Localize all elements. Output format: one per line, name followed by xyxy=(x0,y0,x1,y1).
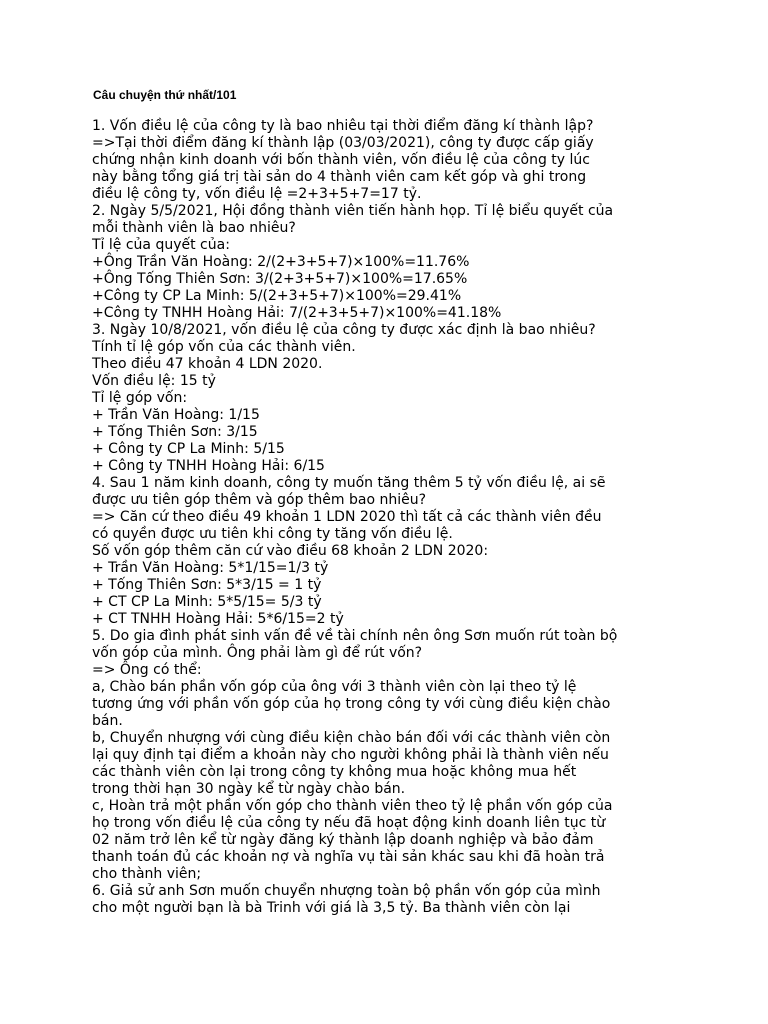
text-line: tương ứng với phần vốn góp của họ trong công ty với cùng điều kiện chào xyxy=(92,696,611,712)
text-line: vốn góp của mình. Ông phải làm gì để rút vốn? xyxy=(92,645,423,661)
text-line: cho thành viên; xyxy=(92,866,202,882)
text-line: Theo điều 47 khoản 4 LDN 2020. xyxy=(92,356,323,372)
text-line: + Trần Văn Hoàng: 1/15 xyxy=(92,407,260,423)
text-line: 5. Do gia đình phát sinh vấn đề về tài chính nên ông Sơn muốn rút toàn bộ xyxy=(92,628,618,644)
text-line: Vốn điều lệ: 15 tỷ xyxy=(92,373,216,389)
text-line: b, Chuyển nhượng với cùng điều kiện chào bán đối với các thành viên còn xyxy=(92,730,611,746)
text-line: Tỉ lệ của quyết của: xyxy=(92,237,230,253)
text-line: => Ông có thể: xyxy=(92,662,202,678)
text-line: bán. xyxy=(92,713,123,729)
text-line: 2. Ngày 5/5/2021, Hội đồng thành viên tiến hành họp. Tỉ lệ biểu quyết của xyxy=(92,203,614,219)
text-line: 02 năm trở lên kể từ ngày đăng ký thành lập doanh nghiệp và bảo đảm xyxy=(92,832,594,848)
text-line: họ trong vốn điều lệ của công ty nếu đã hoạt động kinh doanh liên tục từ xyxy=(92,815,606,831)
text-line: +Công ty CP La Minh: 5/(2+3+5+7)×100%=29.41% xyxy=(92,288,462,304)
text-line: thanh toán đủ các khoản nợ và nghĩa vụ tài sản khác sau khi đã hoàn trả xyxy=(92,849,605,865)
text-line: được ưu tiên góp thêm và góp thêm bao nhiêu? xyxy=(92,492,427,508)
text-line: +Ông Trần Văn Hoàng: 2/(2+3+5+7)×100%=11.76% xyxy=(92,254,470,270)
text-line: Tính tỉ lệ góp vốn của các thành viên. xyxy=(92,339,356,355)
text-line: trong thời hạn 30 ngày kể từ ngày chào bán. xyxy=(92,781,406,797)
text-line: +Ông Tống Thiên Sơn: 3/(2+3+5+7)×100%=17.65% xyxy=(92,271,468,287)
text-line: lại quy định tại điểm a khoản này cho người không phải là thành viên nếu xyxy=(92,747,609,763)
text-line: + Công ty CP La Minh: 5/15 xyxy=(92,441,285,457)
text-line: chứng nhận kinh doanh với bốn thành viên, vốn điều lệ của công ty lúc xyxy=(92,152,590,168)
text-line: + Công ty TNHH Hoàng Hải: 6/15 xyxy=(92,458,325,474)
document-title: Câu chuyện thứ nhất/101 xyxy=(93,88,237,102)
text-line: này bằng tổng giá trị tài sản do 4 thành viên cam kết góp và ghi trong xyxy=(92,169,587,185)
text-line: + Tống Thiên Sơn: 5*3/15 = 1 tỷ xyxy=(92,577,322,593)
text-line: 4. Sau 1 năm kinh doanh, công ty muốn tăng thêm 5 tỷ vốn điều lệ, ai sẽ xyxy=(92,475,606,491)
text-line: c, Hoàn trả một phần vốn góp cho thành viên theo tỷ lệ phần vốn góp của xyxy=(92,798,613,814)
text-line: cho một người bạn là bà Trinh với giá là 3,5 tỷ. Ba thành viên còn lại xyxy=(92,900,571,916)
text-line: Tỉ lệ góp vốn: xyxy=(92,390,188,406)
document-body xyxy=(92,118,692,917)
text-line: +Công ty TNHH Hoàng Hải: 7/(2+3+5+7)×100%=41.18% xyxy=(92,305,502,321)
text-line: Số vốn góp thêm căn cứ vào điều 68 khoản 2 LDN 2020: xyxy=(92,543,489,559)
text-line: điều lệ công ty, vốn điều lệ =2+3+5+7=17 tỷ. xyxy=(92,186,422,202)
text-line: => Căn cứ theo điều 49 khoản 1 LDN 2020 thì tất cả các thành viên đều xyxy=(92,509,602,525)
text-line: + CT CP La Minh: 5*5/15= 5/3 tỷ xyxy=(92,594,322,610)
text-line: 3. Ngày 10/8/2021, vốn điều lệ của công ty được xác định là bao nhiêu? xyxy=(92,322,596,338)
text-line: 6. Giả sử anh Sơn muốn chuyển nhượng toàn bộ phần vốn góp của mình xyxy=(92,883,601,899)
text-line: + Tống Thiên Sơn: 3/15 xyxy=(92,424,258,440)
text-line: + Trần Văn Hoàng: 5*1/15=1/3 tỷ xyxy=(92,560,329,576)
text-line: 1. Vốn điều lệ của công ty là bao nhiêu tại thời điểm đăng kí thành lập? xyxy=(92,118,594,134)
text-line: có quyền được ưu tiên khi công ty tăng vốn điều lệ. xyxy=(92,526,453,542)
text-line: a, Chào bán phần vốn góp của ông với 3 thành viên còn lại theo tỷ lệ xyxy=(92,679,577,695)
text-line: mỗi thành viên là bao nhiêu? xyxy=(92,220,296,236)
text-line: + CT TNHH Hoàng Hải: 5*6/15=2 tỷ xyxy=(92,611,344,627)
text-line: các thành viên còn lại trong công ty không mua hoặc không mua hết xyxy=(92,764,577,780)
text-line: =>Tại thời điểm đăng kí thành lập (03/03/2021), công ty được cấp giấy xyxy=(92,135,594,151)
